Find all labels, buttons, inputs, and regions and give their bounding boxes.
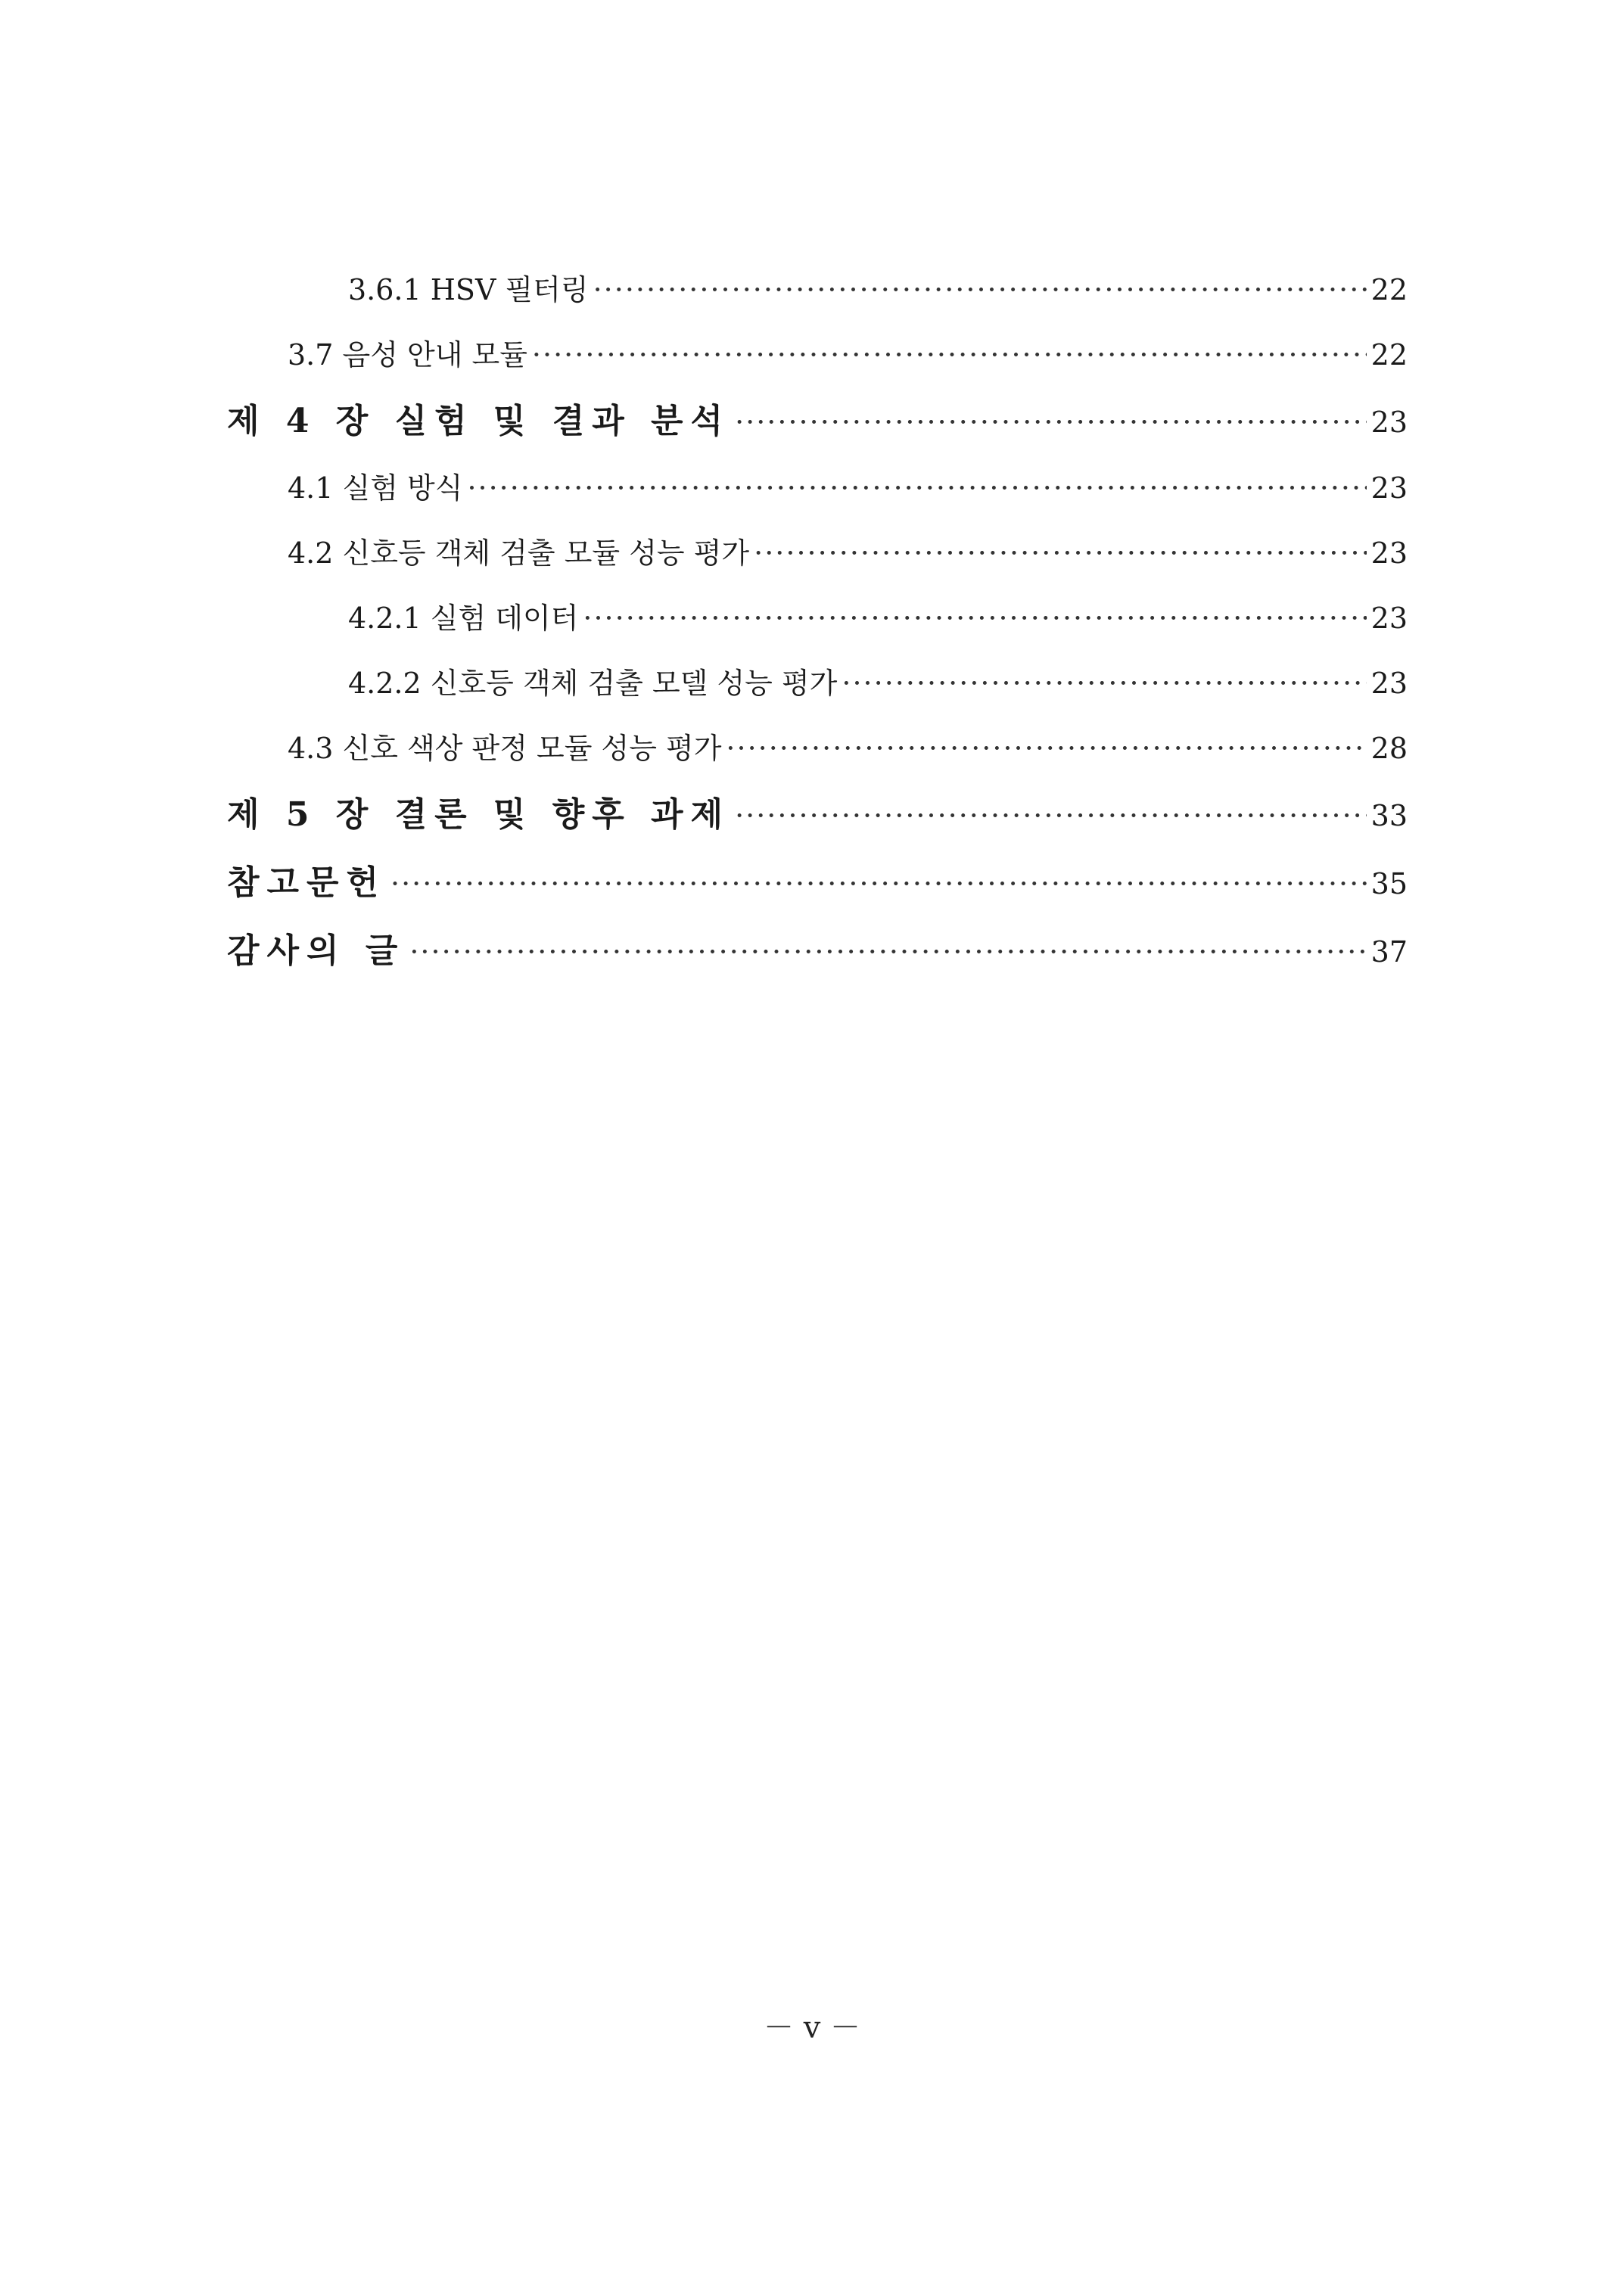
dot-leader: [726, 716, 1366, 781]
toc-chapter[interactable]: [227, 917, 1408, 985]
toc-entry-page: 33: [1370, 799, 1408, 832]
dot-leader: [467, 456, 1366, 521]
toc-chapter-title: 제 4 장 실험 및 결과 분석: [227, 402, 731, 440]
table-of-contents: [227, 257, 1408, 985]
toc-entry-page: 35: [1370, 867, 1408, 900]
toc-entry-page: 23: [1370, 406, 1408, 439]
toc-entry-title: 3.7 음성 안내 모듈: [288, 338, 527, 372]
toc-entry-title: 3.6.1 HSV 필터링: [348, 273, 589, 306]
toc-entry-title: 4.2 신호등 객체 검출 모듈 성능 평가: [288, 536, 750, 570]
toc-entry[interactable]: [227, 716, 1408, 781]
dot-leader: [735, 388, 1367, 456]
toc-entry[interactable]: [227, 586, 1408, 651]
toc-entry-page: 23: [1370, 667, 1408, 700]
toc-chapter-title: 참고문헌: [227, 863, 387, 902]
toc-entry-page: 23: [1370, 602, 1408, 635]
toc-entry[interactable]: [227, 322, 1408, 387]
toc-entry-page: 22: [1370, 273, 1408, 306]
dot-leader: [409, 918, 1366, 986]
toc-entry-title: 4.2.1 실험 데이터: [348, 602, 579, 635]
toc-entry-title: 4.1 실험 방식: [288, 471, 463, 505]
toc-entry-page: 37: [1370, 935, 1408, 969]
toc-entry[interactable]: [227, 521, 1408, 586]
toc-chapter-title: 제 5 장 결론 및 향후 과제: [227, 795, 731, 834]
toc-entry-title: 4.3 신호 색상 판정 모듈 성능 평가: [288, 732, 722, 765]
toc-entry-page: 23: [1370, 536, 1408, 570]
toc-entry-page: 23: [1370, 471, 1408, 505]
toc-entry[interactable]: [227, 257, 1408, 322]
dot-leader: [842, 651, 1366, 716]
toc-chapter[interactable]: [227, 849, 1408, 917]
toc-chapter[interactable]: [227, 387, 1408, 456]
toc-entry-page: 22: [1370, 338, 1408, 372]
toc-chapter-title: 감사의 글: [227, 931, 406, 970]
page-number: － v －: [763, 2010, 861, 2045]
toc-entry[interactable]: [227, 651, 1408, 716]
dot-leader: [593, 257, 1367, 322]
dot-leader: [735, 782, 1367, 850]
dot-leader: [532, 322, 1367, 387]
toc-entry[interactable]: [227, 456, 1408, 521]
toc-chapter[interactable]: [227, 781, 1408, 849]
toc-entry-title: 4.2.2 신호등 객체 검출 모델 성능 평가: [348, 667, 838, 700]
dot-leader: [754, 521, 1367, 586]
dot-leader: [583, 586, 1366, 651]
dot-leader: [390, 850, 1367, 918]
toc-entry-page: 28: [1370, 732, 1408, 765]
